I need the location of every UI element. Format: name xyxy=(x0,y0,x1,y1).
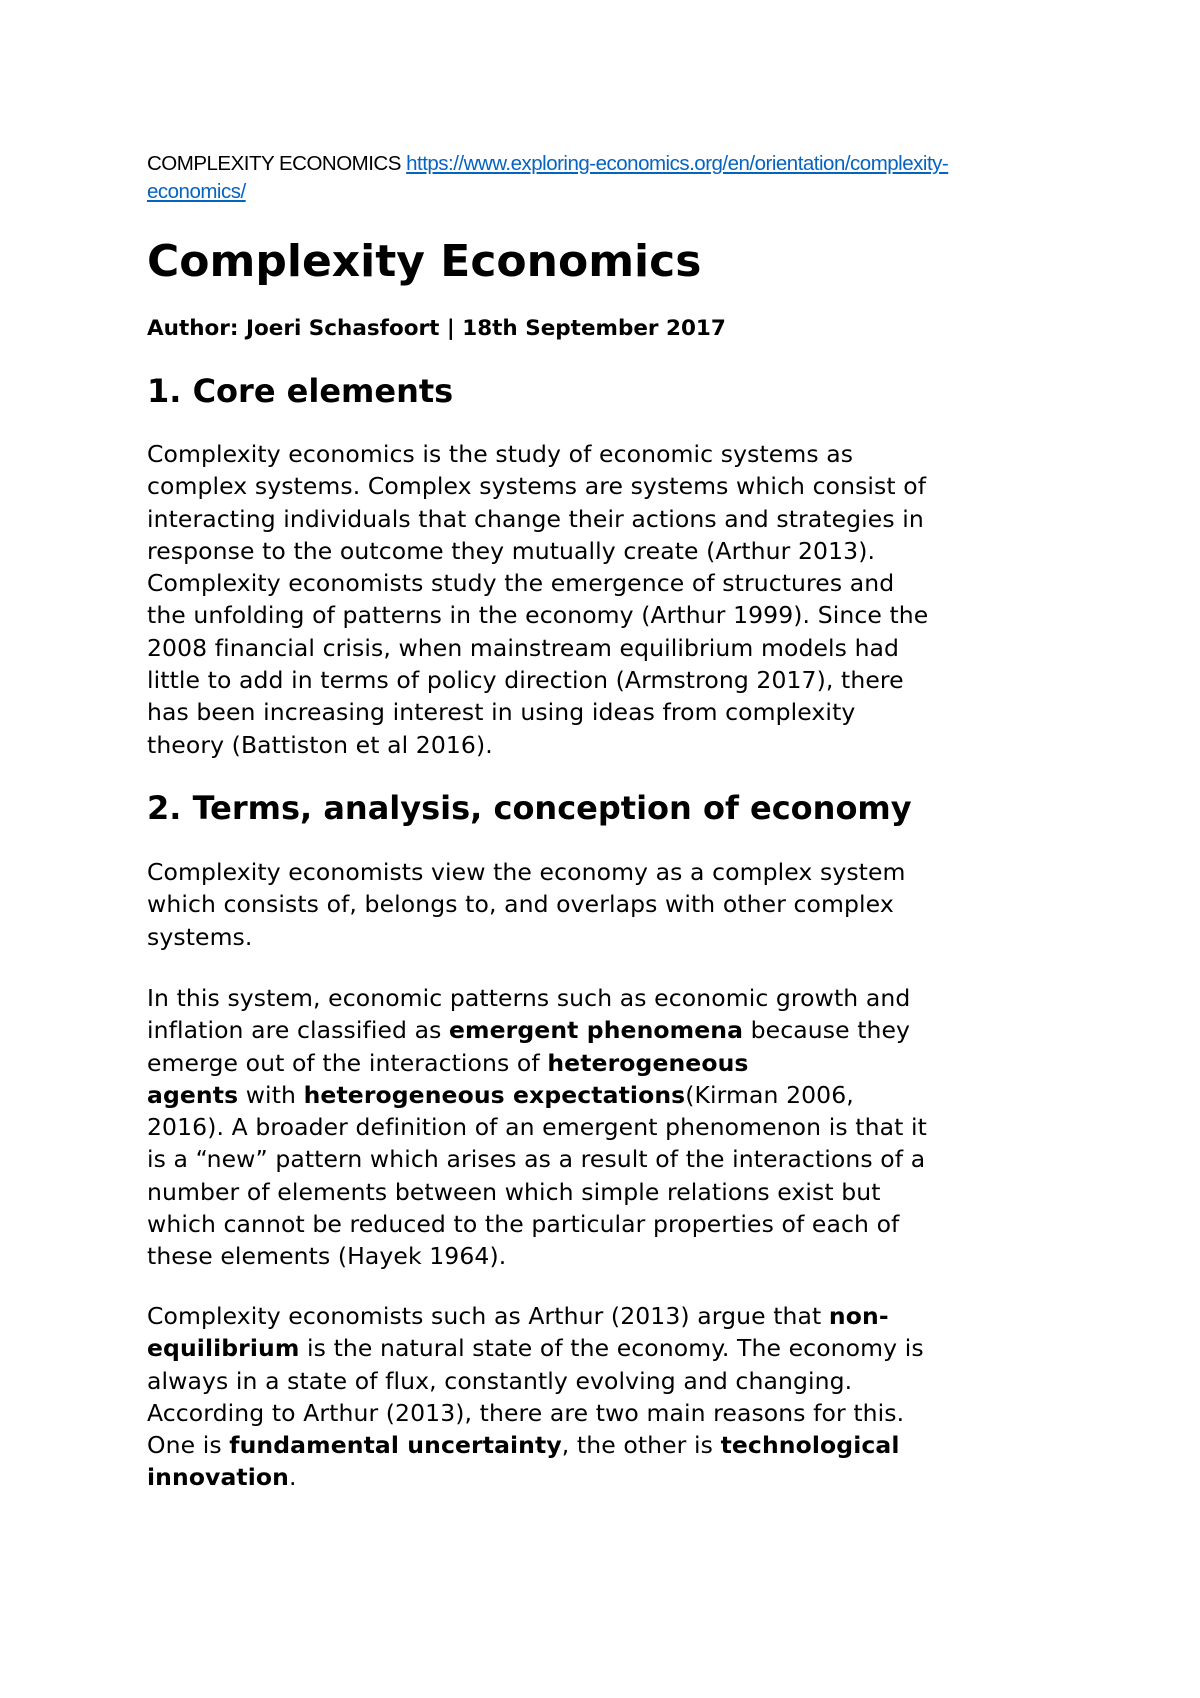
text-line: interacting individuals that change their actions and strategies in xyxy=(147,504,924,533)
bold-term-heterogeneous-expectations: heterogeneous expectations xyxy=(303,1080,686,1109)
source-line xyxy=(147,150,1077,206)
text-line xyxy=(147,1332,924,1364)
text-run: , the other is xyxy=(561,1431,721,1460)
text-line: which consists of, belongs to, and overlaps with other complex xyxy=(147,890,894,919)
bold-term-fundamental-uncertainty: fundamental uncertainty xyxy=(229,1431,562,1460)
text-line: these elements (Hayek 1964). xyxy=(147,1242,507,1271)
text-line: response to the outcome they mutually create (Arthur 2013). xyxy=(147,536,876,565)
text-line xyxy=(147,1429,924,1461)
text-run: with xyxy=(238,1080,304,1109)
section-heading-core-elements: 1. Core elements xyxy=(147,372,454,410)
text-line: little to add in terms of policy direction (Armstrong 2017), there xyxy=(147,666,904,695)
source-label: COMPLEXITY ECONOMICS xyxy=(147,152,401,175)
text-run: One is xyxy=(147,1431,230,1460)
text-line xyxy=(147,1300,924,1332)
text-line: Complexity economists view the economy as a complex system xyxy=(147,858,906,886)
bold-term-innovation: innovation xyxy=(147,1463,289,1492)
text-line: In this system, economic patterns such as economic growth and xyxy=(147,984,911,1012)
non-equilibrium-paragraph xyxy=(147,1300,924,1494)
bold-term-non: non- xyxy=(828,1302,889,1330)
text-line: 2008 financial crisis, when mainstream equilibrium models had xyxy=(147,633,900,662)
text-line: number of elements between which simple relations exist but xyxy=(147,1177,881,1206)
source-link-part1: https://www.exploring-economics.org/en/orientation/complexity- xyxy=(406,152,949,175)
text-line: complex systems. Complex systems are systems which consist of xyxy=(147,472,927,501)
bold-term-equilibrium: equilibrium xyxy=(147,1334,300,1363)
text-line: theory (Battiston et al 2016). xyxy=(147,730,493,759)
core-elements-paragraph xyxy=(147,438,928,761)
text-run: because they xyxy=(743,1016,911,1045)
bold-term-technological: technological xyxy=(720,1431,900,1460)
text-line: is a “new” pattern which arises as a result of the interactions of a xyxy=(147,1145,926,1174)
page-title: Complexity Economics xyxy=(147,236,702,287)
text-line: According to Arthur (2013), there are two main reasons for this. xyxy=(147,1398,905,1427)
text-run: emerge out of the interactions of xyxy=(147,1048,548,1077)
text-line: always in a state of flux, constantly evolving and changing. xyxy=(147,1366,853,1395)
text-line xyxy=(147,1047,927,1079)
text-line: Complexity economics is the study of economic systems as xyxy=(147,440,854,468)
text-run: inflation are classified as xyxy=(147,1016,450,1045)
text-line: which cannot be reduced to the particular properties of each of xyxy=(147,1210,900,1239)
section-heading-terms-analysis: 2. Terms, analysis, conception of economy xyxy=(147,789,912,827)
text-run: . xyxy=(289,1463,297,1492)
text-line xyxy=(147,1079,927,1111)
text-line: the unfolding of patterns in the economy (Arthur 1999). Since the xyxy=(147,601,929,630)
text-line: has been increasing interest in using ideas from complexity xyxy=(147,698,856,727)
text-line xyxy=(147,1461,924,1493)
bold-term-agents: agents xyxy=(147,1080,239,1109)
text-run: Complexity economists such as Arthur (2013) argue that xyxy=(147,1302,829,1330)
text-line: systems. xyxy=(147,922,253,951)
author-line: Author: Joeri Schasfoort | 18th September 2017 xyxy=(147,316,726,341)
text-line xyxy=(147,1014,927,1046)
text-run: (Kirman 2006, xyxy=(685,1080,854,1109)
economy-view-paragraph xyxy=(147,856,906,953)
emergent-phenomena-paragraph xyxy=(147,982,927,1273)
source-link-part2: economics/ xyxy=(147,180,246,203)
text-line: 2016). A broader definition of an emergent phenomenon is that it xyxy=(147,1113,927,1142)
text-line: Complexity economists study the emergence of structures and xyxy=(147,569,895,598)
bold-term-heterogeneous: heterogeneous xyxy=(547,1048,749,1077)
text-run: is the natural state of the economy. The economy is xyxy=(299,1334,924,1363)
bold-term-emergent-phenomena: emergent phenomena xyxy=(449,1016,744,1045)
